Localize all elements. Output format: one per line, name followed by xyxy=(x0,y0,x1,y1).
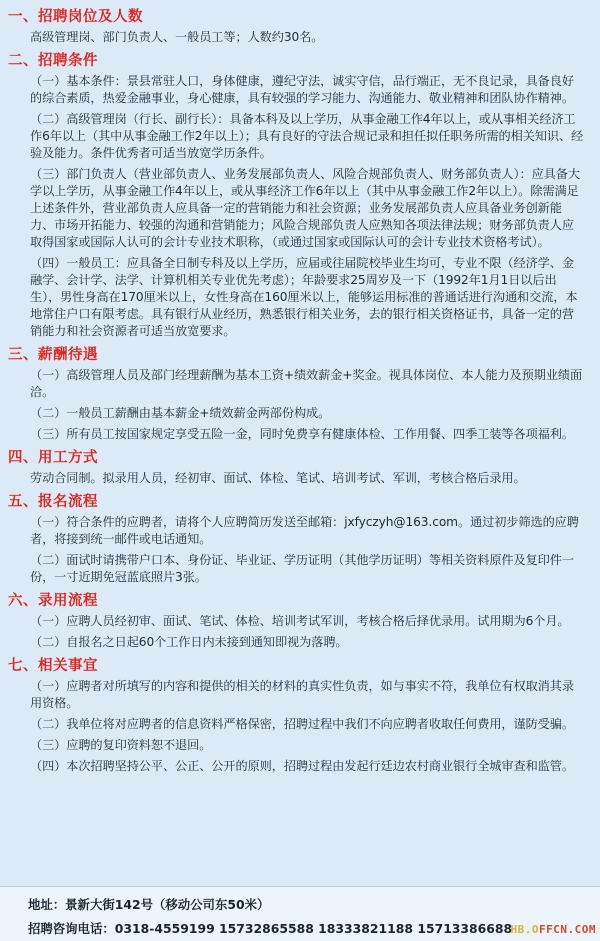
section-paragraph: （二）面试时请携带户口本、身份证、毕业证、学历证明（其他学历证明）等相关资料原件及复印件一份，一寸近期免冠蓝底照片3张。 xyxy=(30,553,574,584)
section-paragraph: （三）部门负责人（营业部负责人、业务发展部负责人、风险合规部负责人、财务部负责人）：应具备大学以上学历，从事金融工作4年以上，或从事经济工作6年以上（其中从事金融工作2年以上）。除需满足上述条件外，营业部负责人应具备一定的营销能力和社会资源；业务发展部负责人应具备业务创新能力、市场开拓能力、较强的沟通和营销能力；风险合规部负责人应熟知各项法律法规；财务部负责人应取得国家或国际人认可的会计专业技术职称，（或通过国家或国际认可的会计专业技术资格考试）。 xyxy=(30,167,580,249)
address-text: 地址：景新大街142号（移动公司东50米） xyxy=(28,897,270,912)
section-title: 七、相关事宜 xyxy=(8,658,98,674)
phone-text: 招聘咨询电话：0318-4559199 15732865588 18333821188 15713386688 xyxy=(28,921,513,936)
section-paragraph: （一）高级管理人员及部门经理薪酬为基本工资+绩效薪金+奖金。视具体岗位、本人能力及预期业绩面洽。 xyxy=(30,368,583,399)
section-paragraph: （二）一般员工薪酬由基本薪金+绩效薪金两部份构成。 xyxy=(30,406,331,420)
section-paragraph: 高级管理岗、部门负责人、一般员工等；人数约30名。 xyxy=(30,30,324,44)
section-paragraph: （一）应聘者对所填写的内容和提供的相关的材料的真实性负责，如与事实不符，我单位有权取消其录用资格。 xyxy=(30,679,574,710)
section-paragraph: （一）基本条件：景县常驻人口，身体健康，遵纪守法，诚实守信，品行端正，无不良记录，具备良好的综合素质，热爱金融事业，身心健康，具有较强的学习能力、沟通能力、敬业精神和团队协作精神。 xyxy=(30,74,574,105)
site-watermark xyxy=(511,923,596,936)
section-title: 五、报名流程 xyxy=(8,494,98,510)
section-paragraph: （二）我单位将对应聘者的信息资料严格保密，招聘过程中我们不向应聘者收取任何费用，谨防受骗。 xyxy=(30,717,574,731)
section-title: 二、招聘条件 xyxy=(8,53,98,69)
section-paragraph: （一）应聘人员经初审、面试、笔试、体检、培训考试军训，考核合格后择优录用。试用期为6个月。 xyxy=(30,614,570,628)
section-paragraph: （二）高级管理岗（行长、副行长）：具备本科及以上学历，从事金融工作4年以上，或从事相关经济工作6年以上（其中从事金融工作2年以上）；具有良好的守法合规记录和担任拟任职务所需的相关知识、经验及能力。条件优秀者可适当放宽学历条件。 xyxy=(30,112,584,160)
watermark-part-2: FFCN.COM xyxy=(539,923,596,936)
section-paragraph: （三）所有员工按国家规定享受五险一金，同时免费享有健康体检、工作用餐、四季工装等各项福利。 xyxy=(30,427,574,441)
section-title: 六、录用流程 xyxy=(8,593,98,609)
section-paragraph: （四）一般员工：应具备全日制专科及以上学历，应届或往届院校毕业生均可，专业不限（经济学、金融学、会计学、法学、计算机相关专业优先考虑）；年龄要求25周岁及一下（1992年1月1日以后出生），男性身高在170厘米以上，女性身高在160厘米以上，能够运用标准的普通话进行沟通和交流，本地常住户口有限考虑。具有银行从业经历，熟悉银行相关业务，去的银行相关资格证书，具备一定的营销能力和社会资源者可适当放宽要求。 xyxy=(30,256,578,338)
watermark-part-1: HB.O xyxy=(510,923,540,936)
section-paragraph: （四）本次招聘坚持公平、公正、公开的原则，招聘过程由发起行廷边农村商业银行全城审查和监管。 xyxy=(30,759,574,773)
section-paragraph: （二）自报名之日起60个工作日内未接到通知即视为落聘。 xyxy=(30,635,348,649)
section-title: 四、用工方式 xyxy=(8,450,98,466)
section-paragraph: （一）符合条件的应聘者，请将个人应聘简历发送至邮箱：jxfyczyh@163.com。通过初步筛选的应聘者，将接到统一邮件或电话通知。 xyxy=(30,515,579,546)
section-title: 三、薪酬待遇 xyxy=(8,347,98,363)
section-paragraph: （三）应聘的复印资料恕不退回。 xyxy=(30,738,212,752)
section-title: 一、招聘岗位及人数 xyxy=(8,9,143,25)
section-paragraph: 劳动合同制。拟录用人员，经初审、面试、体检、笔试、培训考试、军训，考核合格后录用。 xyxy=(30,471,526,485)
